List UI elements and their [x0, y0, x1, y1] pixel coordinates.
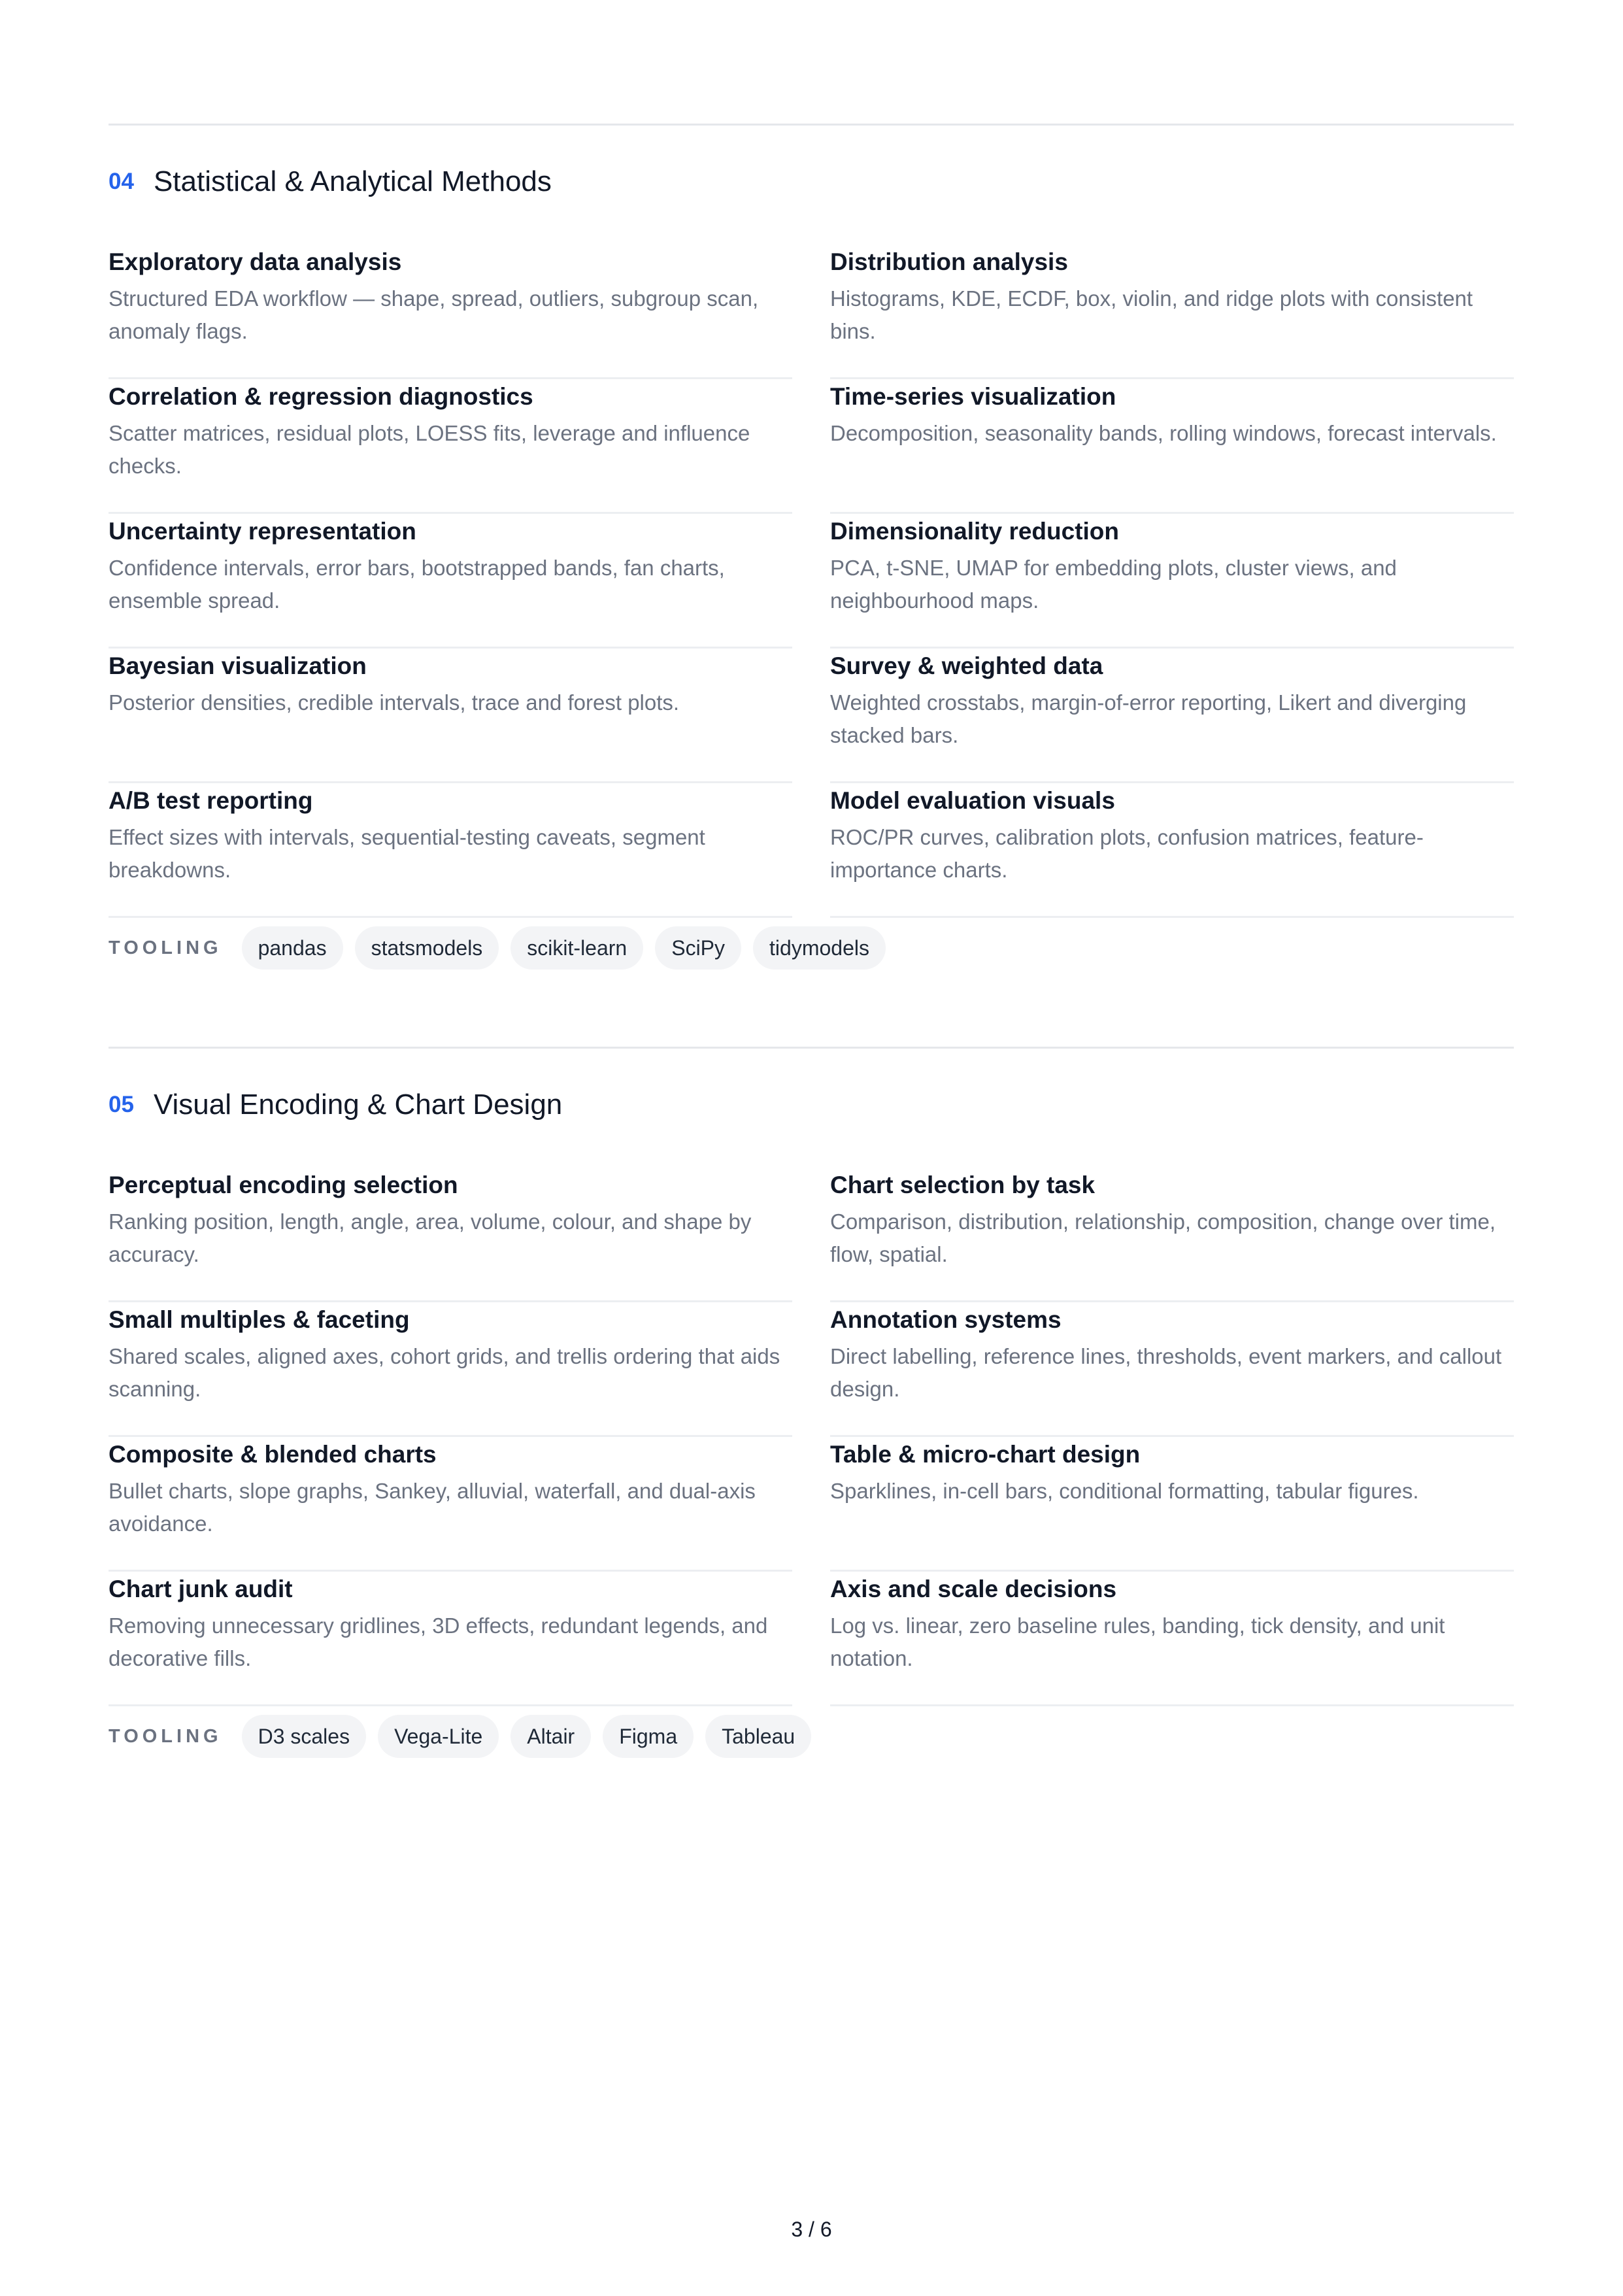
skill-title: Uncertainty representation	[109, 518, 416, 545]
skill-title: Annotation systems	[830, 1306, 1062, 1333]
skill-title: Correlation & regression diagnostics	[109, 383, 533, 410]
skill-item	[109, 1302, 792, 1437]
section-title: Visual Encoding & Chart Design	[153, 1089, 563, 1121]
tooling-label: TOOLING	[109, 1725, 222, 1747]
skill-title: Chart selection by task	[830, 1172, 1096, 1198]
skill-item	[109, 379, 792, 514]
section-number: 04	[109, 169, 134, 194]
tool-chip: Tableau	[705, 1715, 811, 1758]
skill-description: ROC/PR curves, calibration plots, confusion matrices, feature-importance charts.	[830, 825, 1424, 882]
skill-item	[830, 1437, 1514, 1572]
tool-chip: scikit-learn	[510, 926, 643, 970]
skill-title: Dimensionality reduction	[830, 518, 1120, 545]
skill-item	[830, 1302, 1514, 1437]
tool-chip: Altair	[510, 1715, 591, 1758]
skill-title: Axis and scale decisions	[830, 1576, 1117, 1602]
skill-title: A/B test reporting	[109, 787, 313, 814]
skill-description: Effect sizes with intervals, sequential-testing caveats, segment breakdowns.	[109, 825, 705, 882]
skill-item	[830, 649, 1514, 783]
skill-item	[109, 783, 792, 918]
skill-title: Exploratory data analysis	[109, 248, 402, 275]
skill-title: Small multiples & faceting	[109, 1306, 410, 1333]
skill-item	[109, 1437, 792, 1572]
skill-description: Comparison, distribution, relationship, composition, change over time, flow, spatial.	[830, 1209, 1496, 1266]
skill-item	[109, 649, 792, 783]
skill-item	[830, 379, 1514, 514]
section-title: Statistical & Analytical Methods	[153, 165, 552, 197]
skill-description: Log vs. linear, zero baseline rules, banding, tick density, and unit notation.	[830, 1613, 1445, 1670]
skill-description: Decomposition, seasonality bands, rolling windows, forecast intervals.	[830, 421, 1497, 445]
skill-title: Model evaluation visuals	[830, 787, 1115, 814]
skill-description: Bullet charts, slope graphs, Sankey, alluvial, waterfall, and dual-axis avoidance.	[109, 1479, 756, 1536]
skill-item	[830, 1168, 1514, 1302]
tool-chip: pandas	[242, 926, 343, 970]
skill-title: Perceptual encoding selection	[109, 1172, 458, 1198]
skill-description: Weighted crosstabs, margin-of-error reporting, Likert and diverging stacked bars.	[830, 690, 1467, 747]
skill-title: Time-series visualization	[830, 383, 1116, 410]
section-statistical-methods	[109, 124, 1514, 987]
skill-item	[109, 1572, 792, 1706]
skill-description: Direct labelling, reference lines, thresholds, event markers, and callout design.	[830, 1344, 1502, 1401]
tool-chip: SciPy	[655, 926, 741, 970]
tool-chip: Vega-Lite	[378, 1715, 499, 1758]
skill-item	[830, 783, 1514, 918]
skill-title: Table & micro-chart design	[830, 1441, 1141, 1468]
tool-chip: D3 scales	[242, 1715, 367, 1758]
tool-chip: statsmodels	[355, 926, 499, 970]
skill-description: Scatter matrices, residual plots, LOESS fits, leverage and influence checks.	[109, 421, 750, 478]
skill-item	[109, 1168, 792, 1302]
section-header	[109, 1082, 562, 1128]
section-visual-encoding	[109, 1047, 1514, 1779]
skill-title: Composite & blended charts	[109, 1441, 437, 1468]
section-number: 05	[109, 1092, 134, 1117]
section-header	[109, 159, 552, 205]
tooling-label: TOOLING	[109, 937, 222, 958]
skill-title: Chart junk audit	[109, 1576, 293, 1602]
section-divider	[109, 1047, 1514, 1049]
tool-chip: tidymodels	[753, 926, 886, 970]
tooling-row	[109, 1714, 823, 1759]
section-divider	[109, 124, 1514, 126]
skill-description: Sparklines, in-cell bars, conditional formatting, tabular figures.	[830, 1479, 1419, 1503]
skill-description: PCA, t-SNE, UMAP for embedding plots, cluster views, and neighbourhood maps.	[830, 556, 1397, 613]
tool-chip: Figma	[603, 1715, 694, 1758]
skill-description: Removing unnecessary gridlines, 3D effects, redundant legends, and decorative fills.	[109, 1613, 768, 1670]
skill-description: Shared scales, aligned axes, cohort grids, and trellis ordering that aids scanning.	[109, 1344, 780, 1401]
page-number: 3 / 6	[791, 2218, 832, 2241]
skill-item	[830, 1572, 1514, 1706]
skill-item	[109, 245, 792, 379]
skill-item	[830, 514, 1514, 649]
skill-description: Posterior densities, credible intervals, trace and forest plots.	[109, 690, 680, 715]
skill-title: Bayesian visualization	[109, 652, 367, 679]
skill-description: Ranking position, length, angle, area, volume, colour, and shape by accuracy.	[109, 1209, 752, 1266]
skill-item	[109, 514, 792, 649]
skill-title: Distribution analysis	[830, 248, 1068, 275]
skill-item	[830, 245, 1514, 379]
skill-description: Confidence intervals, error bars, bootstrapped bands, fan charts, ensemble spread.	[109, 556, 725, 613]
skill-description: Histograms, KDE, ECDF, box, violin, and ridge plots with consistent bins.	[830, 286, 1473, 343]
skill-title: Survey & weighted data	[830, 652, 1103, 679]
skill-description: Structured EDA workflow — shape, spread, outliers, subgroup scan, anomaly flags.	[109, 286, 759, 343]
tooling-row	[109, 926, 897, 970]
